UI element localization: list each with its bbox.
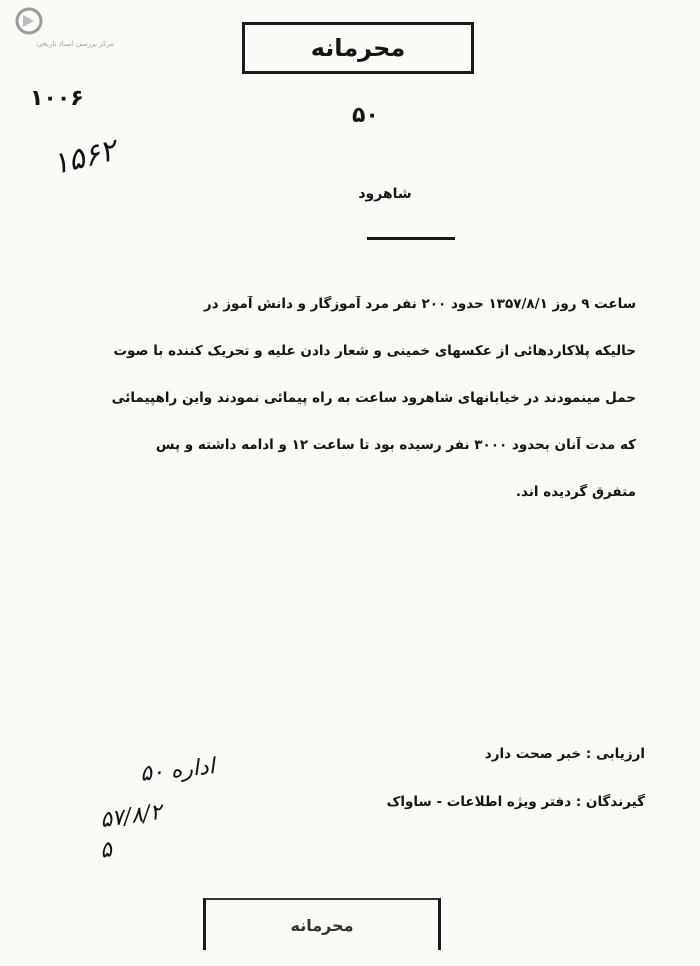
classification-stamp-top: محرمانه xyxy=(242,22,474,74)
reference-number: ۱۰۰۶ xyxy=(30,86,84,111)
document-number: ۵۰ xyxy=(352,103,379,128)
watermark-text: مرکز بررسی اسناد تاریخی xyxy=(36,40,114,48)
recipients-line: گیرندگان : دفتر ویژه اطلاعات - ساواک xyxy=(386,794,645,810)
body-line: که مدت آنان بحدود ۳۰۰۰ نفر رسیده بود تا ساعت ۱۲ و ادامه داشته و پس xyxy=(155,437,636,453)
handwritten-note: اداره ۵۰ xyxy=(138,754,216,787)
circular-archive-logo-icon xyxy=(14,6,44,36)
body-line: حمل مینمودند در خیابانهای شاهرود ساعت به راه پیمائی نمودند واین راهپیمائی xyxy=(111,390,636,406)
classification-stamp-bottom: محرمانه xyxy=(203,898,441,950)
heading-underline xyxy=(367,237,455,240)
handwritten-note: ۵ xyxy=(97,837,114,864)
body-line: حالیکه پلاکاردهائی از عکسهای خمینی و شعار دادن علیه و تحریک کننده با صوت xyxy=(113,343,636,359)
evaluation-line: ارزیابی : خبر صحت دارد xyxy=(484,746,645,762)
document-heading: شاهرود xyxy=(358,186,412,202)
closing-block xyxy=(345,746,645,842)
body-line: ساعت ۹ روز ۱۳۵۷/۸/۱ حدود ۲۰۰ نفر مرد آموزگار و دانش آموز در xyxy=(203,296,636,312)
handwritten-note: ۵۷/۸/۲ xyxy=(98,799,164,834)
document-body xyxy=(58,296,636,531)
handwritten-number-top: ۱۵۶۲ xyxy=(48,132,120,183)
body-line: متفرق گردیده اند. xyxy=(515,484,636,500)
